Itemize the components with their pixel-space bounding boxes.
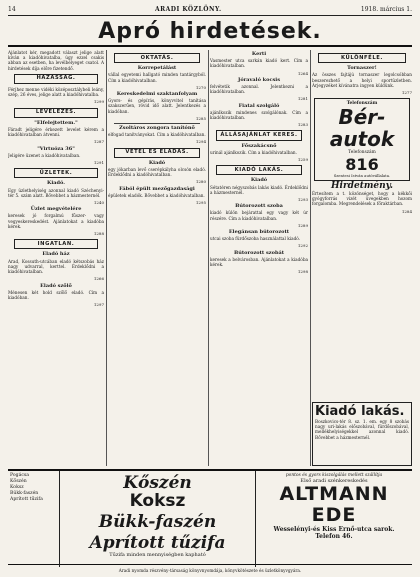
- masthead: [8, 17, 412, 47]
- ad-heading: Jóravaló kocsis: [237, 76, 281, 83]
- ad-heading: Eladó szőlő: [40, 282, 72, 289]
- firewood-headline: Aprított tűzifa: [89, 533, 226, 553]
- ad-heading: Korrepetálást: [137, 65, 177, 72]
- page-header: [8, 4, 412, 16]
- ad-text: vállal egyetemi hallgató minden tantárgyból. Cím a kiadóhivatalban.: [108, 72, 206, 83]
- ad-number: 1283: [297, 122, 308, 128]
- ad-text: felvétetik azonnal. Jelentkezni a kiadóhivatalban.: [210, 84, 308, 95]
- ber-phone-label: Telefonszám: [348, 150, 376, 156]
- ad-text: Értesítem a t. közönséget, hogy a kékkői gyógyforrás vizét üvegekben hozom forgalomba. Megrendelések a főraktárban.: [312, 191, 412, 207]
- ad-heading: Főszakácsnő: [241, 142, 277, 149]
- ad-number: 1266: [93, 276, 104, 282]
- bottom-ad-band: [8, 469, 412, 565]
- ad-number: 1270: [195, 84, 206, 90]
- ad-text: Fáradt jeligére érkezett levelet kérem a kiadóhivatalban átvenni.: [8, 127, 104, 138]
- ad-number: 1292: [297, 243, 308, 249]
- ad-number: 1264: [297, 70, 308, 76]
- ad-heading: Kiadó.: [47, 180, 65, 187]
- section-header-correspondence: LEVELEZÉS.: [14, 108, 98, 118]
- kiado-text: Boszkovics-tér 8. sz. 1. em. egy 8 szobás nagy uri-lakás előszobával, fürdőszobával, mellékhelyiségekkel azonnal kiadó. Bővebbet a házmesternél.: [315, 419, 409, 440]
- kiado-lakas-ad: [312, 402, 412, 466]
- section-title: Apró hirdetések.: [98, 18, 322, 44]
- ad-number: 1288: [93, 231, 104, 237]
- ad-number: 1299: [93, 99, 104, 105]
- coal-subline: Tűzifa minden mennyiségben kapható: [109, 552, 206, 558]
- ber-subtitle: Szentesi István autóvállalata.: [333, 172, 391, 178]
- ad-text: Az összes fajtájú tornaszer legolcsóbban beszerezhető a helyi sportüzletben. Árjegyzéket kívánatra ingyen küldünk.: [312, 72, 412, 88]
- ad-text: utcai szoba fürdőszoba használattal kiadó.: [210, 236, 301, 242]
- ad-number: 1259: [297, 157, 308, 163]
- section-header-shops: ÜZLETEK.: [14, 168, 98, 178]
- ad-heading: Elegánsan bútorozott: [228, 229, 290, 236]
- section-header-trade: VÉTEL ÉS ELADÁS.: [114, 148, 200, 158]
- ad-number: 1295: [195, 200, 206, 206]
- ad-heading: Tornaszer!: [347, 65, 377, 72]
- coal-item: Kőszén: [10, 479, 27, 484]
- altmann-phone: Telefon 46.: [315, 533, 353, 540]
- ad-number: 1240: [93, 200, 104, 206]
- column-2: [108, 50, 206, 466]
- page-number: 14: [8, 6, 16, 13]
- altmann-ad: [256, 471, 412, 567]
- section-header-marriage: HÁZASSÁG.: [14, 74, 98, 84]
- ad-number: 1298: [297, 269, 308, 275]
- ad-number: 1287: [93, 139, 104, 145]
- berautok-ad: [314, 98, 410, 181]
- ber-phone-number: 816: [345, 154, 379, 174]
- ad-number: 1285: [195, 115, 206, 121]
- altmann-subtitle: Első aradi szénkereskedés: [300, 478, 368, 484]
- charcoal-headline: Bükk-faszén: [98, 512, 217, 532]
- ad-text: Gyors- és gépírás, könyvvitel tanítása szakszerűen, rövid idő alatt. Jelentkezés a kiadóban.: [108, 98, 206, 114]
- column-rule: [310, 50, 311, 466]
- ad-number: 1280: [195, 179, 206, 185]
- ad-text: elfogad tanítványokat. Cím a kiadóhivatalban.: [108, 132, 206, 138]
- ad-heading: Fiatal szolgáló: [238, 102, 280, 109]
- ad-text: Férjhez menne vidéki középosztálybeli leány, szép, 26 éves, jelige alatt a kiadóhivatalba.: [8, 87, 104, 98]
- ber-top-label: Telefonszám: [346, 101, 378, 107]
- altmann-address: Wesselényi-és Kiss Ernő-utca sarok.: [273, 526, 395, 533]
- ad-heading: Fából épült mezőgazdasági: [119, 185, 195, 192]
- ad-text: egy jókarban levő cserépkályha olcsón eladó. Érdeklődni a kiadóhivatalban.: [108, 167, 206, 178]
- intro-text: Ajánlatot kér, megadott választ jelige alatt kíván a kiadóhivatalba, úgy ezzel csakis abban az esetben, ha levélbélyeget csatol. A hirdetések díja előre fizetendő.: [8, 50, 104, 71]
- section-header-education: OKTATÁS.: [114, 53, 200, 63]
- ad-text: épületek eladók. Bővebbet a kiadóhivatalban.: [108, 192, 205, 198]
- paper-name: ARADI KÖZLÖNY.: [154, 6, 222, 13]
- section-header-misc: KÜLÖNFÉLE.: [318, 53, 406, 63]
- coal-item: Pogácsa: [10, 473, 30, 478]
- coal-item: Bükk-faszén: [10, 491, 39, 496]
- coal-item: Koksz: [10, 485, 24, 490]
- ad-heading: Kerti: [251, 51, 267, 57]
- ad-text: Egy üzlethelyiség azonnal kiadó Széchenyi-tér 5. szám alatt. Bővebbet a házmesternél.: [8, 187, 104, 198]
- coke-headline: Koksz: [129, 491, 186, 511]
- ad-text: Vasmester utca sarkán kiadó kert. Cím a kiadóhivatalban.: [210, 58, 308, 69]
- column-1: [8, 50, 104, 466]
- notice-title: Hirdetmény.: [331, 180, 393, 191]
- section-header-jobs: ÁLLÁSAJÁNLAT KERES.: [216, 130, 302, 140]
- ad-text: keresek jó forgalmú fűszer- vagy vegyeskereskedést. Ajánlatokat a kiadóba kérek.: [8, 213, 104, 229]
- coal-headline: Kőszén: [123, 473, 192, 493]
- column-rule: [106, 50, 107, 466]
- ad-text: Sétatéren négyszobás lakás kiadó. Érdeklődni a házmesternél.: [210, 184, 308, 195]
- ad-text: keresek a belvárosban. Ajánlatokat a kiadóba kérek.: [210, 256, 308, 268]
- ad-heading: Kereskedelmi szaktanfolyam: [116, 91, 198, 98]
- kiado-title: Kiadó lakás.: [315, 404, 405, 419]
- ad-heading: Zsoltáros zongora tanítónő: [119, 125, 195, 132]
- coal-ad: [60, 471, 256, 567]
- altmann-name: ALTMANN EDE: [279, 483, 389, 526]
- column-rule: [208, 50, 209, 466]
- ber-title: Bér-autok: [329, 105, 395, 152]
- altmann-tagline: pontos és gyors kiszolgálás mellett szállítja: [285, 473, 383, 478]
- column-3: [210, 50, 308, 466]
- ad-number: 1293: [297, 197, 308, 203]
- printer-footer: Aradi nyomda részvény-társaság könyvnyomdája, könyvkötészete és üzletkönyvgyára.: [118, 568, 302, 573]
- coal-list: [8, 471, 60, 567]
- ad-heading: Eladó ház: [42, 251, 70, 258]
- ad-heading: "Virtuóza 36": [37, 145, 75, 152]
- ad-text: kiadó külön bejárattal egy vagy két úr részére. Cím a kiadóhivatalban.: [210, 210, 308, 221]
- section-header-realestate: INGATLAN.: [14, 239, 98, 249]
- ad-heading: Üzlet megvételére: [30, 206, 82, 213]
- ad-heading: Bútorozott szoba: [235, 203, 283, 210]
- ad-heading: Kiadó: [148, 159, 166, 166]
- ad-number: 1277: [401, 90, 412, 96]
- ad-number: 1294: [195, 139, 206, 145]
- coal-item: Aprított tűzifa: [10, 497, 43, 502]
- ad-text: Ménesen két hold szőlő eladó. Cím a kiadóban.: [8, 289, 104, 300]
- section-header-apartment: KIADÓ LAKÁS.: [216, 165, 302, 175]
- ad-number: 1289: [297, 222, 308, 228]
- ad-number: 1291: [93, 160, 104, 166]
- ad-text: Arad, Kossuth-utcában eladó kétszobás ház nagy udvarral, kerttel. Érdeklődni a kiadóhivatalban.: [8, 258, 104, 275]
- ad-text: Jeligére üzenet a kiadóhivatalban.: [8, 152, 81, 158]
- ad-number: 1297: [93, 302, 104, 308]
- ad-number: 1281: [297, 96, 308, 102]
- ad-heading: Kiadó: [250, 177, 268, 184]
- ad-heading: Bútorozott szobát: [233, 249, 285, 256]
- ad-text: urinál ajánlkozik. Cím a kiadóhivatalban.: [210, 149, 297, 155]
- ad-heading: "Elfelejtettem.": [34, 119, 78, 126]
- divider: [114, 123, 200, 124]
- ad-text: ajánlkozik mindenes szolgálónak. Cím a kiadóhivatalban.: [210, 109, 308, 121]
- ad-number: 1284: [401, 208, 412, 214]
- issue-date: 1918. március 1.: [360, 6, 412, 13]
